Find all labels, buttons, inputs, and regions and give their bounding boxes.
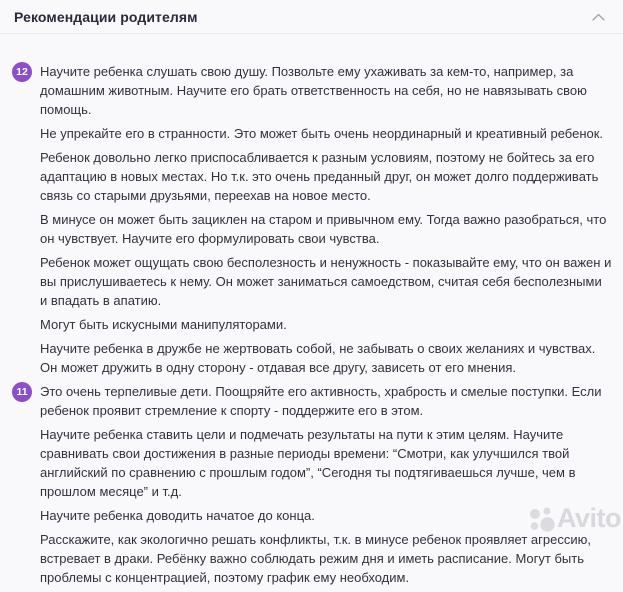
- accordion-header[interactable]: [0, 0, 623, 33]
- item-number-badge: 12: [12, 62, 32, 82]
- item-number-badge: 11: [12, 382, 32, 402]
- recommendation-paragraph: Научите ребенка в дружбе не жертвовать собой, не забывать о своих желаниях и чувствах. Он может дружить в одну сторону - отдавая все другу, зависеть от его мнения.: [40, 341, 596, 375]
- recommendation-paragraph: В минусе он может быть зациклен на старом и привычном ему. Тогда важно разобраться, что он чувствует. Научите его формулировать свои чувства.: [40, 212, 607, 246]
- recommendation-paragraph: Ребенок может ощущать свою бесполезность и ненужность - показывайте ему, что он важен и вы прислушиваетесь к нему. Он может заниматься самоедством, считая себя бесполезными и впадать в апатию.: [40, 255, 612, 308]
- page-title: Рекомендации родителям: [14, 9, 198, 25]
- chevron-up-icon[interactable]: [591, 12, 605, 22]
- recommendation-paragraph: Научите ребенка слушать свою душу. Позвольте ему ухаживать за кем-то, например, за домашним животным. Научите его брать ответственность на себя, но не навязывать свою помощь.: [40, 64, 587, 117]
- recommendation-paragraph: Научите ребенка доводить начатое до конца.: [40, 508, 315, 523]
- recommendation-paragraph: Ребенок довольно легко приспосабливается к разным условиям, поэтому не бойтесь за его адаптацию в новых местах. Но т.к. это очень преданный друг, он может долго поддерживать связь со старыми друзьями, переехав на новое место.: [40, 150, 599, 203]
- item-paragraphs: [40, 62, 612, 382]
- recommendation-paragraph: Научите ребенка ставить цели и подмечать результаты на пути к этим целям. Научите сравнивать свои достижения в разные периоды времени: “Смотри, как улучшился твой английский по сравнению с прошлым годом”, “Сегодня ты подтягиваешься лучше, чем в прошлом месяце” и т.д.: [40, 427, 576, 499]
- recommendations-list: [0, 34, 623, 592]
- recommendation-paragraph: Это очень терпеливые дети. Поощряйте его активность, храбрость и смелые поступки. Если ребенок проявит стремление к спорту - поддержите его в этом.: [40, 384, 602, 418]
- recommendation-paragraph: Могут быть искусными манипуляторами.: [40, 317, 287, 332]
- avito-watermark-text: Avito: [557, 503, 621, 533]
- recommendation-item: [12, 382, 612, 592]
- recommendation-item: [12, 62, 612, 382]
- recommendation-paragraph: Не упрекайте его в странности. Это может быть очень неординарный и креативный ребенок.: [40, 126, 604, 141]
- item-paragraphs: [40, 382, 612, 592]
- recommendation-paragraph: Расскажите, как экологично решать конфликты, т.к. в минусе ребенок проявляет агрессию, встревает в драки. Ребёнку важно соблюдать режим дня и иметь расписание. Могут быть проблемы с концентрацией, поэтому график ему необходим.: [40, 532, 591, 585]
